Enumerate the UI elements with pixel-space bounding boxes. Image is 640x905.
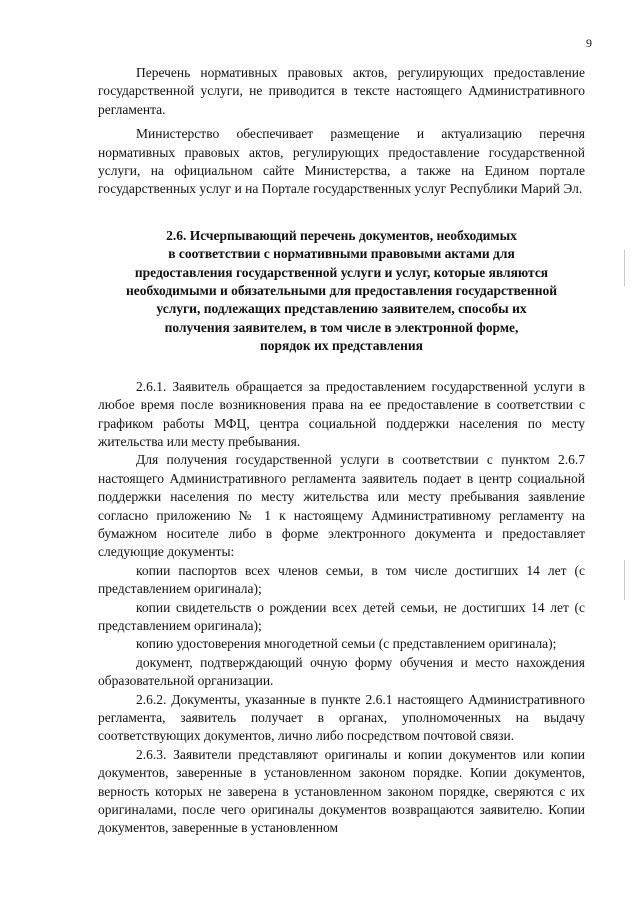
section-heading bbox=[98, 227, 585, 356]
body-paragraph: 2.6.2. Документы, указанные в пункте 2.6.1 настоящего Административного регламента, заявитель получает в органах, уполномоченных на выдачу соответствующих документов, лично либо посредством почтовой связи. bbox=[98, 691, 585, 744]
intro-paragraph: Перечень нормативных правовых актов, регулирующих предоставление государственной услуги, не приводится в тексте настоящего Административного регламента. bbox=[98, 65, 585, 117]
heading-line: получения заявителем, в том числе в электронной форме, bbox=[164, 319, 519, 335]
heading-line: порядок их представления bbox=[260, 338, 423, 354]
body-paragraph: 2.6.1. Заявитель обращается за предоставлением государственной услуги в любое время после возникновения права на ее предоставление в соответствии с графиком работы МФЦ, центра социальной поддержки населения по месту жительства или месту пребывания. bbox=[98, 378, 585, 449]
heading-line: предоставления государственной услуги и услуг, которые являются bbox=[134, 264, 549, 280]
document-body bbox=[98, 64, 585, 838]
body-paragraph: 2.6.3. Заявители представляют оригиналы и копии документов или копии документов, заверенные в установленном законом порядке. Копии документов, верность которых не заверена в установленном законом порядке, сверяются с их оригиналами, после чего оригиналы документов возвращаются заявителю. Копии документов, заверенные в установленном bbox=[98, 746, 585, 836]
body-paragraph: Для получения государственной услуги в соответствии с пунктом 2.6.7 настоящего Административного регламента заявитель подает в центр социальной поддержки населения по месту жительства или месту пребывания заявление согласно приложению № 1 к настоящему Административному регламенту на бумажном носителе либо в форме электронного документа и предоставляет следующие документы: bbox=[98, 452, 585, 560]
scan-margin-mark bbox=[624, 560, 625, 600]
list-item: копии паспортов всех членов семьи, в том числе достигших 14 лет (с представлением оригинала); bbox=[98, 562, 585, 597]
heading-line: услуги, подлежащих представлению заявителем, способы их bbox=[156, 301, 527, 317]
scan-margin-mark bbox=[624, 250, 625, 286]
list-item: документ, подтверждающий очную форму обучения и место нахождения образовательной организации. bbox=[98, 654, 585, 689]
heading-line: 2.6. Исчерпывающий перечень документов, необходимых bbox=[166, 227, 517, 243]
list-item: копию удостоверения многодетной семьи (с представлением оригинала); bbox=[136, 636, 557, 652]
heading-line: необходимыми и обязательными для предоставления государственной bbox=[125, 283, 558, 299]
intro-paragraph: Министерство обеспечивает размещение и актуализацию перечня нормативных правовых актов, регулирующих предоставление государственной услуги, на официальном сайте Министерства, а также на Едином портале государственных услуг и на Портале государственных услуг Республики Марий Эл. bbox=[98, 126, 585, 197]
list-item: копии свидетельств о рождении всех детей семьи, не достигших 14 лет (с представлением оригинала); bbox=[98, 599, 585, 633]
heading-line: в соответствии с нормативными правовыми актами для bbox=[168, 246, 515, 262]
page-number: 9 bbox=[586, 36, 592, 50]
